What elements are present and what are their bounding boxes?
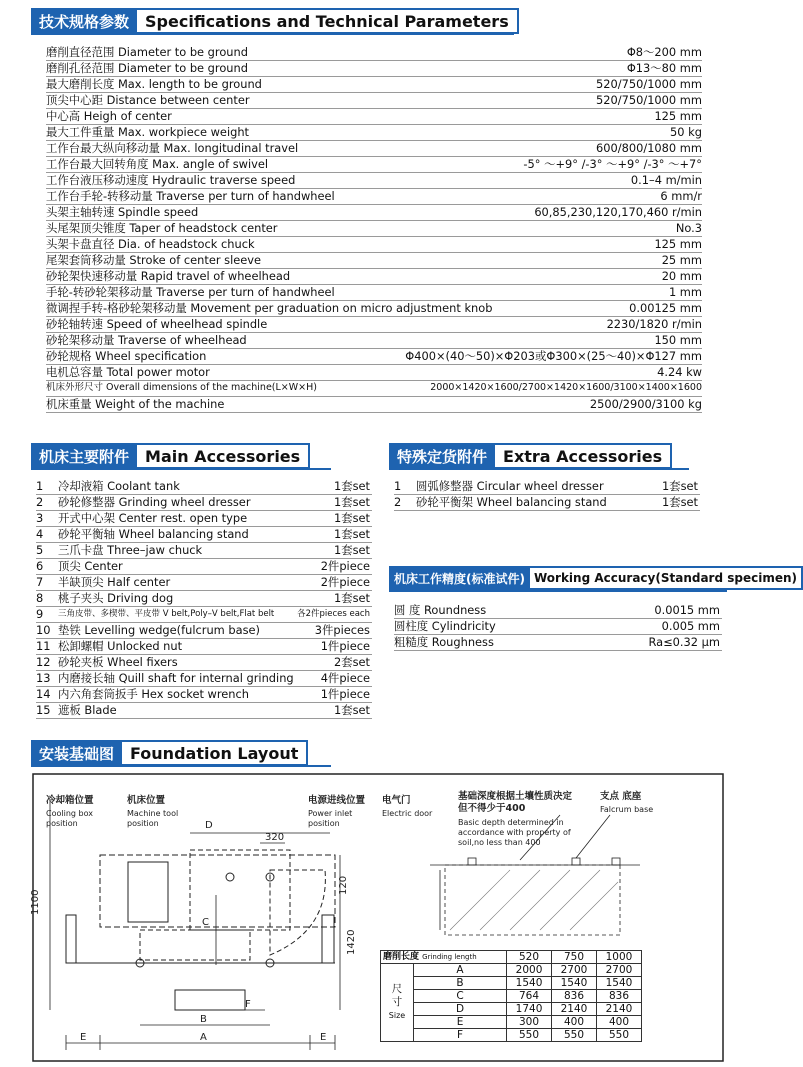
extra-accessory-row	[394, 478, 700, 495]
accessory-quantity: 1套set	[333, 479, 370, 493]
dimension-value: 1540	[596, 977, 641, 990]
foundation-header	[31, 740, 308, 766]
dimension-table-header	[381, 951, 642, 964]
main-accessories-rule	[31, 468, 331, 470]
working-accuracy-header	[389, 566, 803, 590]
fulcrum-pad-3	[612, 858, 620, 865]
coolant-box	[128, 862, 168, 922]
dimension-value: 2140	[552, 1003, 597, 1016]
dimension-value: 550	[596, 1029, 641, 1042]
dimension-value: 400	[596, 1016, 641, 1029]
accessory-number: 1	[394, 479, 402, 493]
depth-note-en3: soil,no less than 400	[458, 838, 541, 847]
wheel-guard	[270, 870, 325, 955]
dimension-key: F	[414, 1029, 507, 1042]
machine-base-outline	[100, 855, 335, 927]
dimension-value: 300	[507, 1016, 552, 1029]
accessory-quantity: 1套set	[333, 495, 370, 509]
dimension-value: 836	[552, 990, 597, 1003]
spec-row	[46, 300, 702, 317]
dimension-value: 1540	[507, 977, 552, 990]
accessory-label: 圆弧修整器 Circular wheel dresser	[416, 479, 604, 493]
extra-accessories-title-cn: 特殊定货附件	[389, 443, 495, 469]
spec-label: 磨削孔径范围 Diameter to be ground	[46, 61, 248, 75]
spec-row	[46, 204, 702, 221]
spec-value: 0.00125 mm	[629, 301, 702, 315]
main-accessory-row	[36, 590, 372, 607]
dimension-key: E	[414, 1016, 507, 1029]
dim-header-cn: 磨削长度	[383, 952, 420, 962]
accessory-label: 内六角套筒扳手 Hex socket wrench	[58, 687, 249, 701]
main-accessory-row	[36, 494, 372, 511]
extra-accessories-header	[389, 443, 672, 469]
accuracy-value: Ra≤0.32 μm	[648, 635, 720, 649]
spec-label: 机床外形尺寸 Overall dimensions of the machine(L×W×H)	[46, 382, 317, 393]
dim-E-left: E	[80, 1032, 87, 1043]
specs-section-header	[31, 8, 519, 34]
anchor-hole-3	[136, 959, 144, 967]
dim-C: C	[202, 917, 209, 928]
extra-accessories-title-en: Extra Accessories	[495, 443, 672, 469]
accessory-quantity: 1套set	[333, 543, 370, 557]
spec-value: No.3	[675, 221, 702, 235]
spec-row	[46, 108, 702, 125]
accessory-quantity: 1件piece	[320, 639, 370, 653]
spec-row	[46, 252, 702, 269]
dim-320: 320	[265, 832, 285, 843]
accessory-label: 桃子夹头 Driving dog	[58, 591, 174, 605]
spec-row	[46, 284, 702, 301]
working-accuracy-rule	[389, 590, 727, 592]
dim-F: F	[245, 999, 251, 1010]
spec-label: 尾架套筒移动量 Stroke of center sleeve	[46, 253, 262, 267]
side-cn2: 寸	[391, 996, 403, 1008]
dimension-value: 550	[507, 1029, 552, 1042]
spec-row	[46, 348, 702, 365]
accessory-label: 半缺顶尖 Half center	[58, 575, 171, 589]
spec-row	[46, 396, 702, 413]
footprint-left	[66, 915, 76, 963]
spec-row	[46, 124, 702, 141]
accessory-number: 1	[36, 479, 44, 493]
dimension-key: A	[414, 964, 507, 977]
main-accessories-title-en: Main Accessories	[137, 443, 310, 469]
dimension-value: 400	[552, 1016, 597, 1029]
spec-label: 机床重量 Weight of the machine	[46, 397, 225, 411]
accuracy-label: 圆 度 Roundness	[394, 603, 487, 617]
dimension-row	[381, 977, 642, 990]
foundation-rule	[31, 765, 331, 767]
dimension-value: 2140	[596, 1003, 641, 1016]
accessory-number: 10	[36, 623, 51, 637]
dim-D: D	[205, 820, 213, 831]
accessory-label: 冷却液箱 Coolant tank	[58, 479, 180, 493]
spec-row	[46, 188, 702, 205]
spec-value: 125 mm	[654, 109, 702, 123]
dimension-value: 2700	[596, 964, 641, 977]
accessory-number: 9	[36, 607, 44, 621]
accessory-quantity: 各2件pieces each	[297, 609, 370, 619]
extra-accessories-rule	[389, 468, 689, 470]
foundation-title-cn: 安装基础图	[31, 740, 122, 766]
spec-value: 520/750/1000 mm	[596, 93, 702, 107]
spec-row	[46, 364, 702, 381]
accessory-number: 12	[36, 655, 51, 669]
spec-value: 2230/1820 r/min	[606, 317, 702, 331]
accessory-quantity: 3件pieces	[314, 623, 370, 637]
working-accuracy-title-cn: 机床工作精度(标准试件)	[389, 566, 530, 590]
spec-label: 电机总容量 Total power motor	[46, 365, 210, 379]
main-accessory-row	[36, 638, 372, 655]
dimension-table-body	[381, 964, 642, 1042]
foundation-title-en: Foundation Layout	[122, 740, 308, 766]
dimension-value: 550	[552, 1029, 597, 1042]
dimension-row	[381, 1029, 642, 1042]
dim-header-en: Grinding length	[422, 953, 477, 961]
dimension-side-label	[381, 964, 414, 1042]
accessory-label: 垫铁 Levelling wedge(fulcrum base)	[58, 623, 260, 637]
main-accessory-row	[36, 510, 372, 527]
depth-note-cn1: 基础深度根据土壤性质决定	[458, 791, 573, 802]
accessory-number: 7	[36, 575, 44, 589]
spec-value: 6 mm/r	[660, 189, 702, 203]
spec-label: 砂轮架移动量 Traverse of wheelhead	[46, 333, 247, 347]
depth-note-en2: accordance with property of	[458, 828, 571, 837]
accessory-quantity: 1套set	[661, 495, 698, 509]
headstock-block	[175, 990, 245, 1010]
foundation-block	[445, 865, 620, 935]
spec-label: 头架主轴转速 Spindle speed	[46, 205, 199, 219]
spec-label: 最大工件重量 Max. workpiece weight	[46, 125, 250, 139]
main-accessory-row	[36, 702, 372, 719]
accuracy-label: 粗糙度 Roughness	[394, 635, 494, 649]
accuracy-row	[394, 634, 722, 651]
spec-row	[46, 60, 702, 77]
spec-row	[46, 220, 702, 237]
working-accuracy-title-en: Working Accuracy(Standard specimen)	[530, 566, 803, 590]
dimension-row	[381, 964, 642, 977]
spec-value: Φ400×(40～50)×Φ203或Φ300×(25～40)×Φ127 mm	[405, 349, 702, 363]
foundation-hatch	[450, 870, 618, 930]
machine-body	[190, 850, 290, 930]
dimension-row	[381, 1003, 642, 1016]
side-en: Size	[388, 1011, 406, 1020]
spec-value: 125 mm	[654, 237, 702, 251]
accessory-label: 遮板 Blade	[58, 703, 117, 717]
dimension-key: C	[414, 990, 507, 1003]
dim-1100: 1100	[30, 889, 41, 915]
dimension-value: 1540	[552, 977, 597, 990]
spec-value: 20 mm	[661, 269, 702, 283]
spec-value: 60,85,230,120,170,460 r/min	[534, 205, 702, 219]
spec-label: 头架卡盘直径 Dia. of headstock chuck	[46, 237, 255, 251]
spec-row	[46, 316, 702, 333]
spec-label: 手轮-转砂轮架移动量 Traverse per turn of handwheel	[46, 285, 335, 299]
coolant-label-cn: 冷却箱位置	[46, 795, 94, 806]
accessory-label: 砂轮夹板 Wheel fixers	[58, 655, 178, 669]
main-accessories-header	[31, 443, 310, 469]
accessory-number: 2	[394, 495, 402, 509]
dimension-table	[380, 950, 642, 1042]
dim-B: B	[200, 1014, 207, 1025]
dimension-row	[381, 990, 642, 1003]
spec-row	[46, 268, 702, 285]
spec-label: 最大磨削长度 Max. length to be ground	[46, 77, 262, 91]
spec-label: 顶尖中心距 Distance between center	[46, 93, 250, 107]
machine-label-en1: Machine tool	[127, 809, 179, 818]
accessory-number: 14	[36, 687, 51, 701]
dimension-key: D	[414, 1003, 507, 1016]
accessory-number: 6	[36, 559, 44, 573]
side-cn1: 尺	[391, 983, 403, 995]
accuracy-row	[394, 602, 722, 619]
depth-note-cn2: 但不得少于400	[458, 803, 526, 814]
accessory-label: 三爪卡盘 Three–jaw chuck	[58, 543, 203, 557]
accessory-label: 松卸螺帽 Unlocked nut	[58, 639, 183, 653]
spec-row	[46, 92, 702, 109]
accessory-number: 4	[36, 527, 44, 541]
dimension-value: 764	[507, 990, 552, 1003]
main-accessory-row	[36, 622, 372, 639]
main-accessory-row	[36, 542, 372, 559]
accessory-label: 顶尖 Center	[58, 559, 123, 573]
accessory-quantity: 4件piece	[320, 671, 370, 685]
main-accessory-row	[36, 558, 372, 575]
spec-label: 中心高 Heigh of center	[46, 109, 172, 123]
main-accessory-row	[36, 478, 372, 495]
main-accessory-row	[36, 686, 372, 703]
accessory-quantity: 1套set	[661, 479, 698, 493]
main-accessory-row	[36, 654, 372, 671]
dim-1420: 1420	[346, 929, 357, 955]
dim-col-1: 750	[552, 951, 597, 964]
spec-row	[46, 140, 702, 157]
main-accessory-row	[36, 574, 372, 591]
accessory-label: 砂轮修整器 Grinding wheel dresser	[58, 495, 251, 509]
power-label-en1: Power inlet	[308, 809, 353, 818]
spec-value: 2000×1420×1600/2700×1420×1600/3100×1400×1600	[430, 382, 702, 393]
accuracy-value: 0.005 mm	[661, 619, 720, 633]
dim-E-right: E	[320, 1032, 327, 1043]
anchor-hole-1	[226, 873, 234, 881]
power-label-cn: 电源进线位置	[308, 795, 366, 806]
accessory-number: 5	[36, 543, 44, 557]
bed-lower	[140, 930, 250, 960]
spec-value: 4.24 kw	[657, 365, 702, 379]
anchor-hole-2	[266, 873, 274, 881]
fulcrum-label-cn: 支点 底座	[600, 791, 642, 802]
power-label-en2: position	[308, 819, 340, 828]
dim-col-2: 1000	[596, 951, 641, 964]
extra-accessory-row	[394, 494, 700, 511]
accessory-label: 三角皮带、多楔带、平皮带 V belt,Poly–V belt,Flat belt	[58, 609, 275, 619]
coolant-label-en1: Cooling box	[46, 809, 93, 818]
machine-label-en2: position	[127, 819, 159, 828]
spec-value: Φ13～80 mm	[626, 61, 702, 75]
anchor-hole-4	[266, 959, 274, 967]
accessory-label: 开式中心架 Center rest. open type	[58, 511, 248, 525]
spec-row	[46, 156, 702, 173]
dimension-row	[381, 1016, 642, 1029]
accessory-quantity: 1套set	[333, 703, 370, 717]
machine-label-cn: 机床位置	[127, 795, 166, 806]
specs-header-rule	[31, 33, 514, 35]
spec-value: 150 mm	[654, 333, 702, 347]
main-accessories-title-cn: 机床主要附件	[31, 443, 137, 469]
main-accessory-row	[36, 670, 372, 687]
fulcrum-label-en: Falcrum base	[600, 805, 654, 814]
spec-value: 520/750/1000 mm	[596, 77, 702, 91]
spec-value: -5° ～+9° /-3° ～+9° /-3° ～+7°	[523, 157, 702, 171]
spec-label: 工作台手轮-转移动量 Traverse per turn of handwheel	[46, 189, 335, 203]
dimension-labels	[30, 820, 357, 1043]
spec-value: 1 mm	[668, 285, 702, 299]
main-accessory-row	[36, 526, 372, 543]
door-label-en: Electric door	[382, 809, 433, 818]
footprint-right	[322, 915, 334, 963]
spec-label: 工作台最大回转角度 Max. angle of swivel	[46, 157, 269, 171]
spec-row	[46, 172, 702, 189]
accessory-number: 13	[36, 671, 51, 685]
spec-label: 砂轮架快速移动量 Rapid travel of wheelhead	[46, 269, 291, 283]
accuracy-label: 圆柱度 Cylindricity	[394, 619, 496, 633]
fulcrum-pad-1	[468, 858, 476, 865]
spec-row	[46, 76, 702, 93]
accessory-label: 砂轮平衡轴 Wheel balancing stand	[58, 527, 249, 541]
accessory-quantity: 2套set	[333, 655, 370, 669]
drawing-callouts	[46, 794, 433, 828]
accessory-quantity: 2件piece	[320, 559, 370, 573]
accessory-number: 3	[36, 511, 44, 525]
spec-value: 25 mm	[661, 253, 702, 267]
spec-label: 微调捏手转-格砂轮架移动量 Movement per graduation on micro adjustment knob	[46, 301, 493, 315]
accuracy-value: 0.0015 mm	[654, 603, 720, 617]
door-label-cn: 电气门	[382, 795, 411, 806]
dimension-key: B	[414, 977, 507, 990]
specs-title-en: Specifications and Technical Parameters	[137, 8, 519, 34]
foundation-callouts	[458, 790, 653, 847]
accessory-number: 11	[36, 639, 51, 653]
dimension-value: 2700	[552, 964, 597, 977]
spec-row	[46, 332, 702, 349]
spec-row	[46, 44, 702, 61]
dim-col-0: 520	[507, 951, 552, 964]
specs-title-cn: 技术规格参数	[31, 8, 137, 34]
dimension-value: 2000	[507, 964, 552, 977]
accessory-quantity: 1套set	[333, 527, 370, 541]
dim-120: 120	[338, 875, 349, 895]
accessory-quantity: 2件piece	[320, 575, 370, 589]
fulcrum-pad-2	[572, 858, 580, 865]
accessory-quantity: 1件piece	[320, 687, 370, 701]
accessory-quantity: 1套set	[333, 591, 370, 605]
spec-row	[46, 236, 702, 253]
accessory-quantity: 1套set	[333, 511, 370, 525]
spec-label: 磨削直径范围 Diameter to be ground	[46, 45, 248, 59]
spec-value: 600/800/1080 mm	[596, 141, 702, 155]
spec-value: Φ8～200 mm	[626, 45, 702, 59]
spec-label: 工作台液压移动速度 Hydraulic traverse speed	[46, 173, 296, 187]
accessory-number: 15	[36, 703, 51, 717]
main-accessory-row	[36, 606, 372, 623]
dimension-value: 1740	[507, 1003, 552, 1016]
accessory-label: 内磨接长轴 Quill shaft for internal grinding	[58, 671, 294, 685]
spec-value: 0.1–4 m/min	[630, 173, 702, 187]
spec-label: 头尾架顶尖锥度 Taper of headstock center	[46, 221, 278, 235]
accessory-number: 8	[36, 591, 44, 605]
accessory-number: 2	[36, 495, 44, 509]
spec-label: 砂轮轴转速 Speed of wheelhead spindle	[46, 317, 268, 331]
dimension-value: 836	[596, 990, 641, 1003]
depth-note-en1: Basic depth determined in	[458, 818, 564, 827]
dim-A: A	[200, 1032, 207, 1043]
coolant-label-en2: position	[46, 819, 78, 828]
spec-value: 2500/2900/3100 kg	[589, 397, 702, 411]
spec-value: 50 kg	[670, 125, 702, 139]
spec-label: 砂轮规格 Wheel specification	[46, 349, 207, 363]
spec-label: 工作台最大纵向移动量 Max. longitudinal travel	[46, 141, 299, 155]
accuracy-row	[394, 618, 722, 635]
spec-row	[46, 380, 702, 397]
accessory-label: 砂轮平衡架 Wheel balancing stand	[416, 495, 607, 509]
